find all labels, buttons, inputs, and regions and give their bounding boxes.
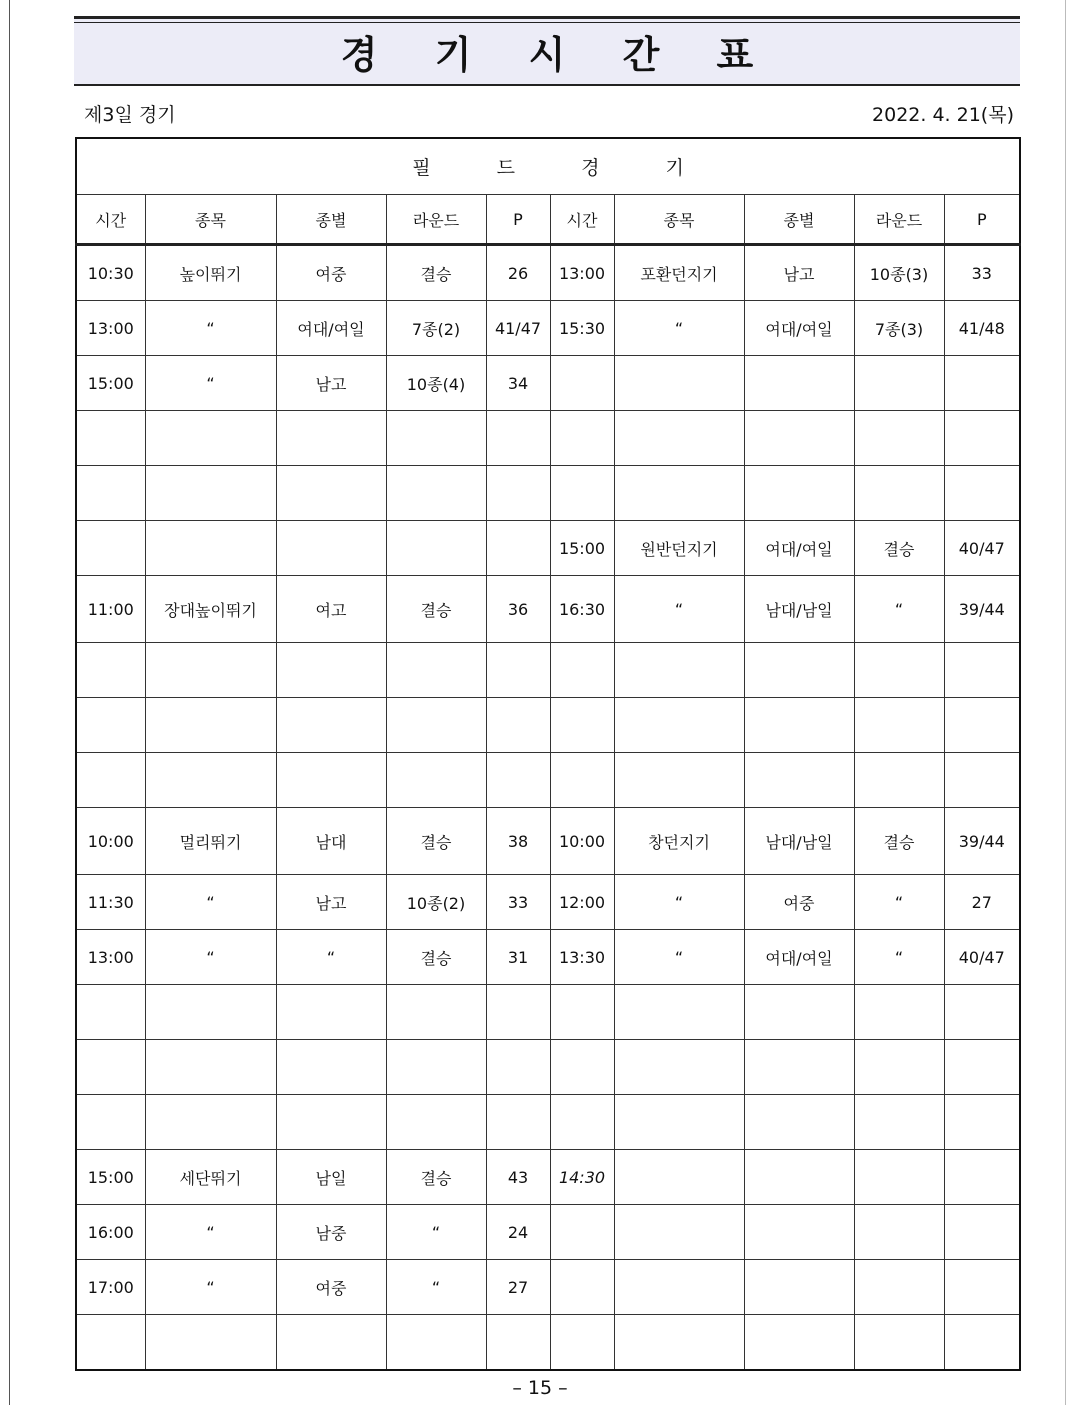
cell-points-left	[486, 985, 550, 1040]
table-row	[76, 411, 1020, 466]
cell-points-left: 24	[486, 1205, 550, 1260]
cell-points-left	[486, 521, 550, 576]
cell-event-left: “	[145, 875, 276, 930]
cell-points-right: 41/48	[944, 301, 1020, 356]
page-right-edge	[1065, 0, 1066, 1405]
cell-round-left	[386, 411, 486, 466]
cell-category-right	[744, 1260, 854, 1315]
cell-time-right	[550, 1315, 614, 1371]
cell-category-left: 남대	[276, 808, 386, 875]
cell-points-right: 39/44	[944, 576, 1020, 643]
cell-round-right: 7종(3)	[854, 301, 944, 356]
cell-event-left: 장대높이뛰기	[145, 576, 276, 643]
table-row	[76, 356, 1020, 411]
cell-round-left: 10종(2)	[386, 875, 486, 930]
cell-round-left	[386, 521, 486, 576]
cell-round-right	[854, 1150, 944, 1205]
cell-category-left	[276, 1040, 386, 1095]
cell-event-left	[145, 698, 276, 753]
cell-round-left: “	[386, 1260, 486, 1315]
table-row	[76, 698, 1020, 753]
cell-category-left	[276, 643, 386, 698]
cell-event-left	[145, 521, 276, 576]
cell-round-right: “	[854, 576, 944, 643]
cell-points-left	[486, 411, 550, 466]
header-time-left: 시간	[76, 195, 145, 245]
header-category-right: 종별	[744, 195, 854, 245]
cell-category-right	[744, 1095, 854, 1150]
cell-round-left	[386, 466, 486, 521]
cell-round-left	[386, 698, 486, 753]
cell-points-left: 26	[486, 245, 550, 301]
column-header-row	[76, 195, 1020, 245]
cell-time-left	[76, 521, 145, 576]
table-row	[76, 1205, 1020, 1260]
cell-round-left: 결승	[386, 576, 486, 643]
cell-points-right	[944, 1315, 1020, 1371]
cell-points-right	[944, 356, 1020, 411]
cell-event-right	[614, 1150, 744, 1205]
cell-points-left: 34	[486, 356, 550, 411]
cell-time-right	[550, 356, 614, 411]
cell-category-left: 남고	[276, 356, 386, 411]
cell-category-right: 남고	[744, 245, 854, 301]
cell-points-left	[486, 466, 550, 521]
cell-category-right: 여대/여일	[744, 301, 854, 356]
section-title	[76, 138, 1020, 195]
cell-points-right	[944, 1150, 1020, 1205]
cell-round-left	[386, 643, 486, 698]
cell-round-right	[854, 1205, 944, 1260]
cell-category-left	[276, 1315, 386, 1371]
cell-category-left	[276, 521, 386, 576]
header-category-left: 종별	[276, 195, 386, 245]
cell-category-right	[744, 985, 854, 1040]
table-row	[76, 808, 1020, 875]
cell-event-left	[145, 411, 276, 466]
cell-round-left: 결승	[386, 808, 486, 875]
cell-category-left	[276, 698, 386, 753]
cell-round-right	[854, 1315, 944, 1371]
cell-points-right: 33	[944, 245, 1020, 301]
page-left-edge	[9, 0, 10, 1405]
cell-points-left: 33	[486, 875, 550, 930]
cell-category-right: 여중	[744, 875, 854, 930]
cell-time-left: 17:00	[76, 1260, 145, 1315]
cell-category-left: 여중	[276, 245, 386, 301]
cell-event-right: 창던지기	[614, 808, 744, 875]
cell-time-left: 15:00	[76, 1150, 145, 1205]
cell-category-left	[276, 753, 386, 808]
cell-time-left	[76, 466, 145, 521]
cell-event-left	[145, 643, 276, 698]
cell-points-left: 31	[486, 930, 550, 985]
cell-points-right: 39/44	[944, 808, 1020, 875]
cell-points-right: 40/47	[944, 930, 1020, 985]
schedule-table	[75, 137, 1021, 1371]
header-round-right: 라운드	[854, 195, 944, 245]
cell-round-right	[854, 698, 944, 753]
cell-category-left: 여중	[276, 1260, 386, 1315]
cell-event-right: “	[614, 301, 744, 356]
cell-points-right	[944, 411, 1020, 466]
day-label: 제3일 경기	[84, 104, 176, 126]
cell-event-left: 멀리뛰기	[145, 808, 276, 875]
cell-event-right	[614, 1095, 744, 1150]
cell-points-left: 36	[486, 576, 550, 643]
cell-category-right	[744, 411, 854, 466]
cell-time-right	[550, 466, 614, 521]
schedule-body	[76, 245, 1020, 1371]
cell-points-left: 41/47	[486, 301, 550, 356]
cell-time-right: 14:30	[550, 1150, 614, 1205]
cell-category-left: 여고	[276, 576, 386, 643]
cell-time-right: 13:30	[550, 930, 614, 985]
cell-category-right	[744, 1205, 854, 1260]
cell-event-right	[614, 985, 744, 1040]
cell-category-left: 남일	[276, 1150, 386, 1205]
cell-points-left	[486, 1095, 550, 1150]
cell-time-left	[76, 753, 145, 808]
cell-points-right	[944, 698, 1020, 753]
cell-event-left: “	[145, 930, 276, 985]
cell-round-left: 결승	[386, 930, 486, 985]
cell-round-left: 결승	[386, 245, 486, 301]
cell-points-right	[944, 1095, 1020, 1150]
cell-round-right	[854, 356, 944, 411]
cell-event-left: “	[145, 356, 276, 411]
cell-points-right: 40/47	[944, 521, 1020, 576]
cell-round-right: “	[854, 875, 944, 930]
cell-time-left	[76, 1095, 145, 1150]
cell-category-right: 남대/남일	[744, 576, 854, 643]
cell-event-right: “	[614, 875, 744, 930]
cell-time-left	[76, 1040, 145, 1095]
cell-category-left: 여대/여일	[276, 301, 386, 356]
table-row	[76, 643, 1020, 698]
cell-category-right: 여대/여일	[744, 930, 854, 985]
cell-time-right: 15:00	[550, 521, 614, 576]
header-event-right: 종목	[614, 195, 744, 245]
cell-round-right	[854, 466, 944, 521]
cell-event-right	[614, 698, 744, 753]
cell-event-left	[145, 753, 276, 808]
cell-points-left	[486, 753, 550, 808]
header-round-left: 라운드	[386, 195, 486, 245]
cell-category-right: 여대/여일	[744, 521, 854, 576]
cell-category-left: “	[276, 930, 386, 985]
header-points-right: P	[944, 195, 1020, 245]
page-title: 경 기 시 간 표	[340, 33, 776, 77]
cell-time-right: 12:00	[550, 875, 614, 930]
cell-time-right	[550, 1095, 614, 1150]
cell-round-right	[854, 1040, 944, 1095]
cell-event-right: “	[614, 576, 744, 643]
cell-time-left	[76, 643, 145, 698]
title-banner	[74, 16, 1020, 86]
cell-time-left: 11:00	[76, 576, 145, 643]
cell-event-right	[614, 753, 744, 808]
cell-event-left: “	[145, 1205, 276, 1260]
cell-points-right	[944, 643, 1020, 698]
cell-points-right: 27	[944, 875, 1020, 930]
cell-points-left	[486, 643, 550, 698]
cell-time-left	[76, 698, 145, 753]
cell-time-left: 10:30	[76, 245, 145, 301]
cell-event-left: 세단뛰기	[145, 1150, 276, 1205]
cell-round-left	[386, 1315, 486, 1371]
cell-event-right	[614, 411, 744, 466]
cell-time-right	[550, 411, 614, 466]
header-points-left: P	[486, 195, 550, 245]
table-row	[76, 466, 1020, 521]
table-row	[76, 930, 1020, 985]
cell-round-right	[854, 411, 944, 466]
cell-category-left	[276, 1095, 386, 1150]
cell-event-right	[614, 466, 744, 521]
cell-event-left	[145, 1095, 276, 1150]
cell-category-left	[276, 466, 386, 521]
table-row	[76, 301, 1020, 356]
cell-time-left: 13:00	[76, 930, 145, 985]
cell-category-right	[744, 643, 854, 698]
cell-category-right	[744, 1040, 854, 1095]
cell-round-left	[386, 985, 486, 1040]
cell-points-left	[486, 698, 550, 753]
cell-round-right: “	[854, 930, 944, 985]
table-row	[76, 875, 1020, 930]
cell-event-right: “	[614, 930, 744, 985]
cell-event-left: “	[145, 1260, 276, 1315]
cell-round-right: 10종(3)	[854, 245, 944, 301]
cell-time-right	[550, 643, 614, 698]
cell-round-right: 결승	[854, 521, 944, 576]
cell-event-right: 원반던지기	[614, 521, 744, 576]
cell-event-left	[145, 466, 276, 521]
table-row	[76, 1315, 1020, 1371]
cell-points-right	[944, 1040, 1020, 1095]
cell-round-left: 10종(4)	[386, 356, 486, 411]
cell-category-right	[744, 466, 854, 521]
page-number: – 15 –	[512, 1377, 568, 1399]
cell-category-right: 남대/남일	[744, 808, 854, 875]
cell-time-left: 16:00	[76, 1205, 145, 1260]
cell-event-right	[614, 1205, 744, 1260]
cell-points-right	[944, 1205, 1020, 1260]
cell-points-left: 38	[486, 808, 550, 875]
table-row	[76, 1095, 1020, 1150]
cell-time-right	[550, 1205, 614, 1260]
cell-category-left: 남중	[276, 1205, 386, 1260]
table-row	[76, 1150, 1020, 1205]
cell-category-left	[276, 985, 386, 1040]
cell-time-right	[550, 1260, 614, 1315]
cell-points-right	[944, 1260, 1020, 1315]
table-row	[76, 576, 1020, 643]
cell-category-right	[744, 1150, 854, 1205]
cell-time-right: 13:00	[550, 245, 614, 301]
table-row	[76, 1040, 1020, 1095]
header-time-right: 시간	[550, 195, 614, 245]
cell-round-right	[854, 1095, 944, 1150]
cell-time-left: 13:00	[76, 301, 145, 356]
cell-event-right	[614, 1260, 744, 1315]
cell-time-left: 15:00	[76, 356, 145, 411]
cell-time-left	[76, 411, 145, 466]
date-label: 2022. 4. 21(목)	[872, 104, 1014, 126]
cell-points-left: 43	[486, 1150, 550, 1205]
cell-time-right	[550, 753, 614, 808]
table-row	[76, 521, 1020, 576]
cell-round-left	[386, 753, 486, 808]
cell-event-right	[614, 643, 744, 698]
cell-category-right	[744, 698, 854, 753]
cell-round-right	[854, 1260, 944, 1315]
cell-points-right	[944, 753, 1020, 808]
table-row	[76, 1260, 1020, 1315]
table-row	[76, 985, 1020, 1040]
cell-category-right	[744, 1315, 854, 1371]
cell-event-left	[145, 1040, 276, 1095]
cell-category-left: 남고	[276, 875, 386, 930]
cell-time-right	[550, 985, 614, 1040]
cell-points-left	[486, 1040, 550, 1095]
cell-time-left	[76, 985, 145, 1040]
cell-event-right	[614, 1040, 744, 1095]
section-title-text: 필 드 경 기	[412, 157, 684, 179]
cell-event-right	[614, 356, 744, 411]
cell-event-left	[145, 1315, 276, 1371]
cell-round-left: “	[386, 1205, 486, 1260]
header-event-left: 종목	[145, 195, 276, 245]
cell-event-right	[614, 1315, 744, 1371]
cell-points-right	[944, 985, 1020, 1040]
cell-event-right: 포환던지기	[614, 245, 744, 301]
cell-points-left: 27	[486, 1260, 550, 1315]
cell-round-left: 결승	[386, 1150, 486, 1205]
cell-time-right: 16:30	[550, 576, 614, 643]
subheader	[84, 100, 1014, 128]
cell-round-left	[386, 1040, 486, 1095]
table-row	[76, 245, 1020, 301]
table-row	[76, 753, 1020, 808]
cell-round-right: 결승	[854, 808, 944, 875]
cell-round-right	[854, 643, 944, 698]
cell-time-right: 10:00	[550, 808, 614, 875]
cell-time-left	[76, 1315, 145, 1371]
cell-event-left: “	[145, 301, 276, 356]
cell-time-right: 15:30	[550, 301, 614, 356]
cell-time-left: 11:30	[76, 875, 145, 930]
cell-round-right	[854, 985, 944, 1040]
cell-time-right	[550, 1040, 614, 1095]
cell-time-left: 10:00	[76, 808, 145, 875]
cell-points-left	[486, 1315, 550, 1371]
cell-time-right	[550, 698, 614, 753]
cell-round-left	[386, 1095, 486, 1150]
cell-points-right	[944, 466, 1020, 521]
cell-round-right	[854, 753, 944, 808]
cell-event-left: 높이뛰기	[145, 245, 276, 301]
cell-category-right	[744, 753, 854, 808]
cell-category-left	[276, 411, 386, 466]
cell-round-left: 7종(2)	[386, 301, 486, 356]
cell-category-right	[744, 356, 854, 411]
cell-event-left	[145, 985, 276, 1040]
